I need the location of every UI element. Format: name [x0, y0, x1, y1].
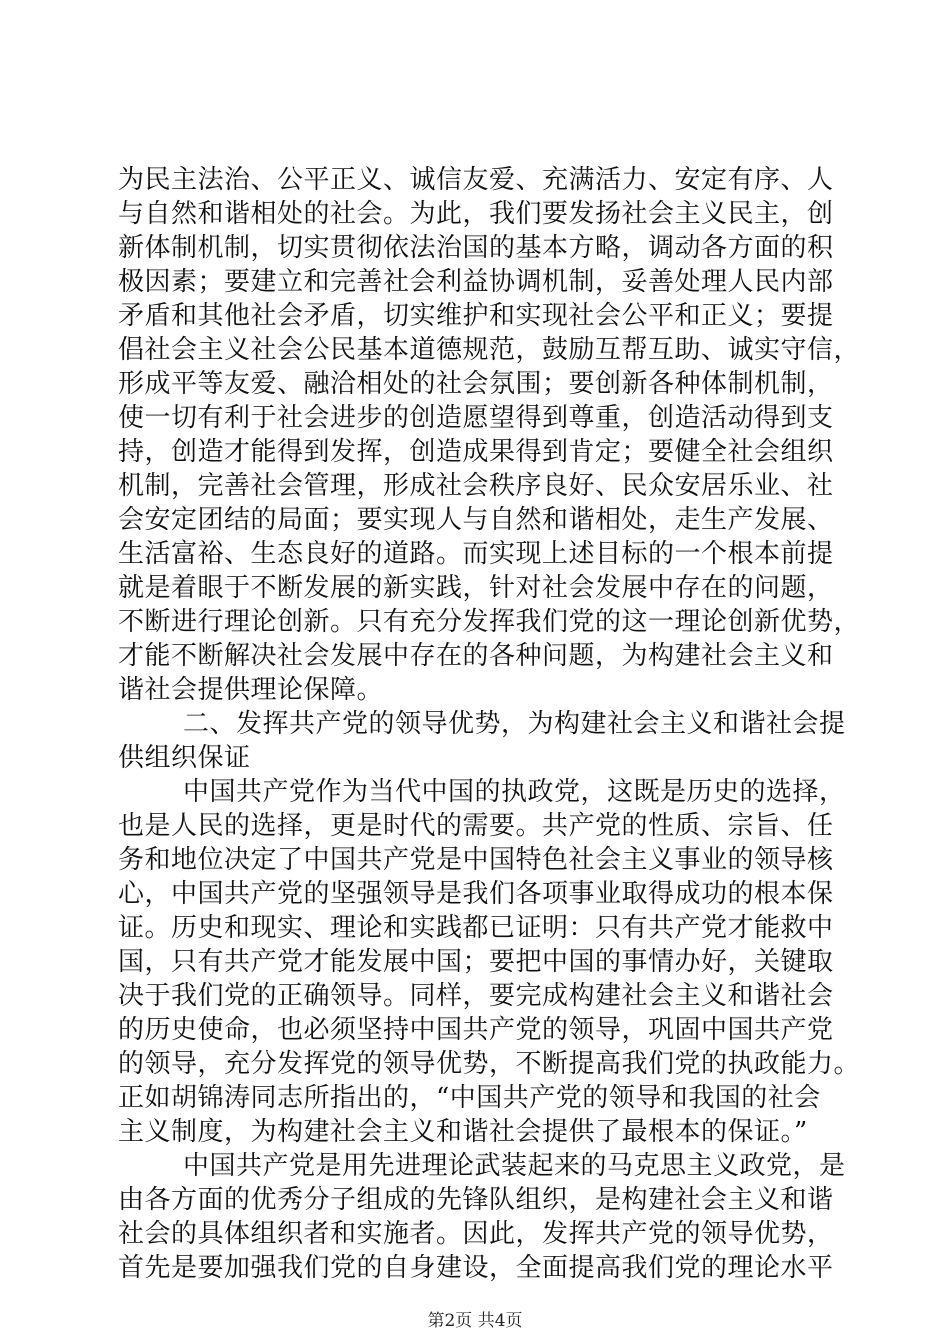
page-number: 第2页 共4页: [427, 1311, 523, 1331]
text-line: 才能不断解决社会发展中存在的各种问题，为构建社会主义和: [118, 641, 834, 671]
text-line: 使一切有利于社会进步的创造愿望得到尊重，创造活动得到支: [118, 403, 834, 433]
text-line: 务和地位决定了中国共产党是中国特色社会主义事业的领导核: [118, 845, 834, 875]
section-heading: 二、发挥共产党的领导优势，为构建社会主义和谐社会提: [183, 709, 846, 739]
text-line: 机制，完善社会管理，形成社会秩序良好、民众安居乐业、社: [118, 471, 834, 501]
text-line: 的领导，充分发挥党的领导优势，不断提高我们党的执政能力。: [118, 1049, 861, 1079]
text-line: 正如胡锦涛同志所指出的，“中国共产党的领导和我国的社会: [118, 1083, 821, 1113]
text-line: 极因素；要建立和完善社会利益协调机制，妥善处理人民内部: [118, 267, 834, 297]
text-line: 证。历史和现实、理论和实践都已证明：只有共产党才能救中: [118, 913, 834, 943]
text-line: 形成平等友爱、融洽相处的社会氛围；要创新各种体制机制，: [118, 369, 834, 399]
text-line: 由各方面的优秀分子组成的先锋队组织，是构建社会主义和谐: [118, 1185, 834, 1215]
text-line: 社会的具体组织者和实施者。因此，发挥共产党的领导优势，: [118, 1219, 834, 1249]
text-line: 主义制度，为构建社会主义和谐社会提供了最根本的保证。”: [118, 1117, 808, 1147]
text-line: 中国共产党是用先进理论武装起来的马克思主义政党，是: [183, 1151, 846, 1181]
text-line: 也是人民的选择，更是时代的需要。共产党的性质、宗旨、任: [118, 811, 834, 841]
text-line: 持，创造才能得到发挥，创造成果得到肯定；要健全社会组织: [118, 437, 834, 467]
text-line: 为民主法治、公平正义、诚信友爱、充满活力、安定有序、人: [118, 165, 834, 195]
text-line: 矛盾和其他社会矛盾，切实维护和实现社会公平和正义；要提: [118, 301, 834, 331]
text-line: 国，只有共产党才能发展中国；要把中国的事情办好，关键取: [118, 947, 834, 977]
text-line: 的历史使命，也必须坚持中国共产党的领导，巩固中国共产党: [118, 1015, 834, 1045]
text-line: 就是着眼于不断发展的新实践，针对社会发展中存在的问题，: [118, 573, 834, 603]
section-heading: 供组织保证: [118, 743, 251, 773]
text-line: 倡社会主义社会公民基本道德规范，鼓励互帮互助、诚实守信，: [118, 335, 861, 365]
text-line: 新体制机制，切实贯彻依法治国的基本方略，调动各方面的积: [118, 233, 834, 263]
text-line: 与自然和谐相处的社会。为此，我们要发扬社会主义民主，创: [118, 199, 834, 229]
text-line: 决于我们党的正确领导。同样，要完成构建社会主义和谐社会: [118, 981, 834, 1011]
text-line: 首先是要加强我们党的自身建设，全面提高我们党的理论水平: [118, 1253, 834, 1283]
text-line: 中国共产党作为当代中国的执政党，这既是历史的选择，: [183, 777, 846, 807]
text-line: 会安定团结的局面；要实现人与自然和谐相处，走生产发展、: [118, 505, 834, 535]
text-line: 不断进行理论创新。只有充分发挥我们党的这一理论创新优势，: [118, 607, 861, 637]
text-line: 心，中国共产党的坚强领导是我们各项事业取得成功的根本保: [118, 879, 834, 909]
text-line: 谐社会提供理论保障。: [118, 675, 384, 705]
text-line: 生活富裕、生态良好的道路。而实现上述目标的一个根本前提: [118, 539, 834, 569]
